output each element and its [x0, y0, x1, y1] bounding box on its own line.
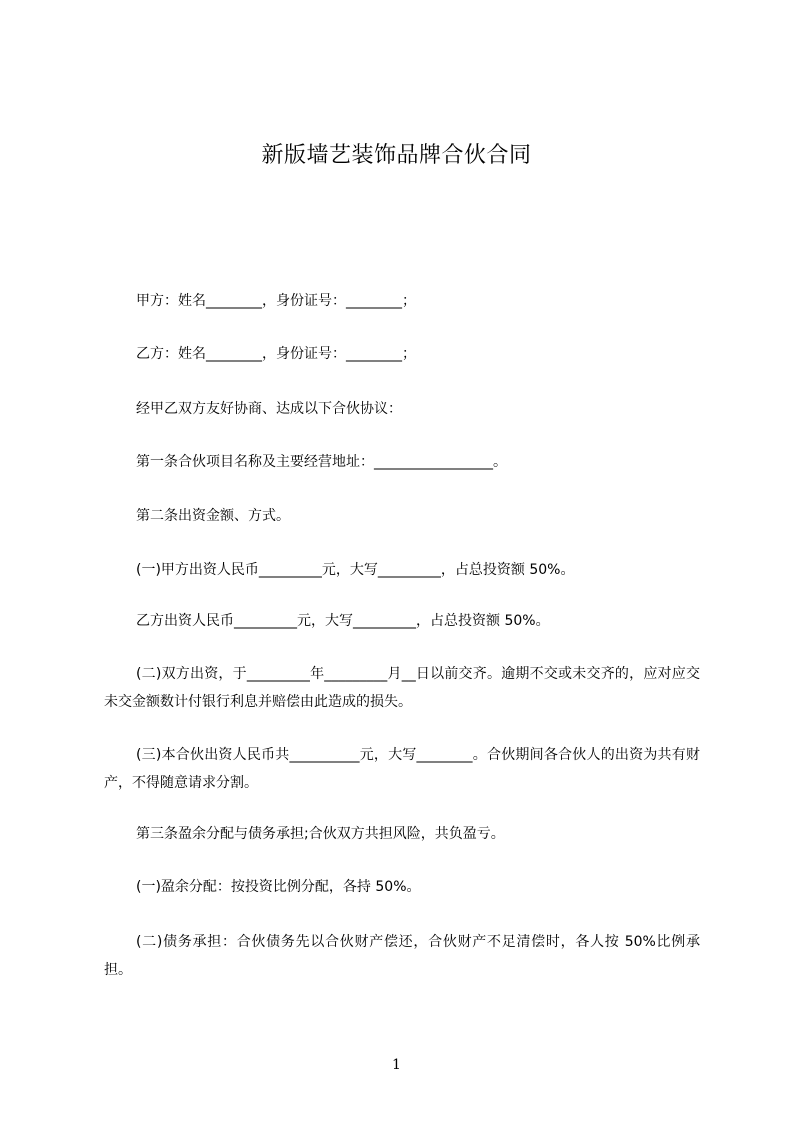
article-2-clause-1-party-b: 乙方出资人民币_________元，大写_________，占总投资额 50%。 — [136, 613, 550, 629]
agreement-intro: 经甲乙双方友好协商、达成以下合伙协议： — [136, 401, 402, 417]
article-2-clause-3-total-capital: (三)本合伙出资人民币共__________元，大写________。合伙期间各合伙人的出资为共有财产，不得随意请求分割。 — [104, 747, 700, 791]
party-a-line: 甲方：姓名________，身份证号：________； — [136, 293, 416, 309]
article-2-heading: 第二条出资金额、方式。 — [136, 508, 290, 524]
article-3-clause-2-debt-liability: (二)债务承担：合伙债务先以合伙财产偿还，合伙财产不足清偿时，各人按 50%比例承担。 — [104, 934, 700, 978]
party-b-line: 乙方：姓名________，身份证号：________； — [136, 346, 416, 362]
article-2-clause-2-payment-deadline: (二)双方出资，于_________年_________月__日以前交齐。逾期不交或未交齐的，应对应交未交金额数计付银行利息并赔偿由此造成的损失。 — [104, 666, 700, 710]
article-2-clause-1-party-a: (一)甲方出资人民币_________元，大写_________，占总投资额 50%。 — [136, 562, 575, 578]
article-3-clause-1-profit-distribution: (一)盈余分配：按投资比例分配，各持 50%。 — [136, 879, 421, 895]
page-number: 1 — [392, 1057, 401, 1073]
article-3-heading: 第三条盈余分配与债务承担;合伙双方共担风险，共负盈亏。 — [136, 826, 505, 842]
article-1-project-address: 第一条合伙项目名称及主要经营地址：_________________。 — [136, 454, 507, 470]
document-title: 新版墙艺装饰品牌合伙合同 — [261, 143, 532, 168]
